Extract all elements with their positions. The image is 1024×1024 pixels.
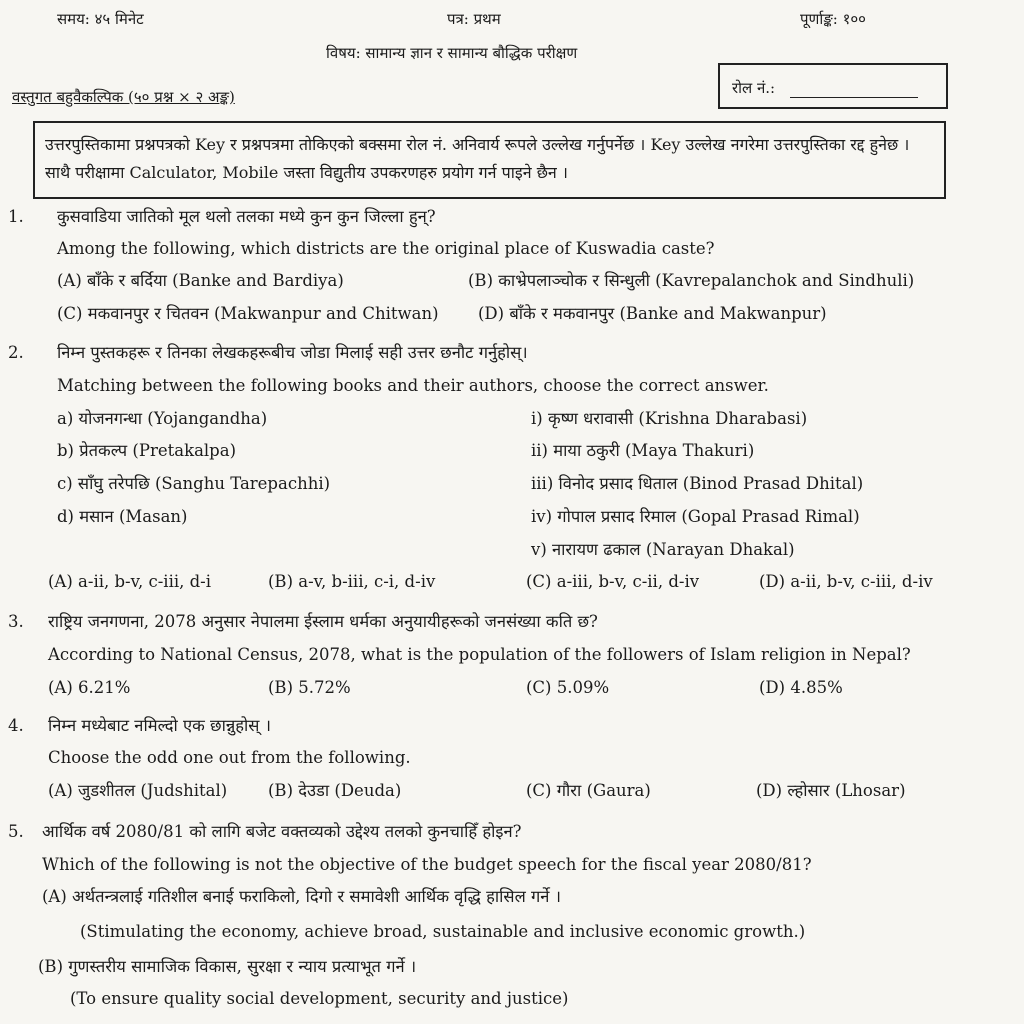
q5-nepali: आर्थिक वर्ष 2080/81 को लागि बजेट वक्तव्यको उद्देश्य तलको कुनचाहिँ होइन?	[42, 822, 522, 841]
q2-option-a: (A) a-ii, b-v, c-iii, d-i	[48, 572, 212, 591]
roll-number-label: रोल नं.:	[732, 79, 776, 97]
q4-nepali: निम्न मध्येबाट नमिल्दो एक छान्नुहोस् ।	[48, 716, 271, 735]
q1-option-d: (D) बाँके र मकवानपुर (Banke and Makwanpur)	[478, 304, 827, 323]
q3-number: 3.	[8, 612, 24, 631]
exam-subject: विषय: सामान्य ज्ञान र सामान्य बौद्धिक परीक्षण	[326, 44, 578, 62]
q3-option-d: (D) 4.85%	[759, 678, 843, 697]
q1-option-c: (C) मकवानपुर र चितवन (Makwanpur and Chitwan)	[57, 304, 439, 323]
q2-author: v) नारायण ढकाल (Narayan Dhakal)	[531, 540, 795, 559]
q5-option-b-nepali: (B) गुणस्तरीय सामाजिक विकास, सुरक्षा र न्याय प्रत्याभूत गर्ने ।	[38, 957, 417, 976]
q2-english: Matching between the following books and their authors, choose the correct answer.	[57, 376, 769, 395]
q4-english: Choose the odd one out from the following.	[48, 748, 411, 767]
roll-number-box[interactable]	[718, 63, 948, 109]
q2-number: 2.	[8, 343, 24, 362]
q1-english: Among the following, which districts are the original place of Kuswadia caste?	[57, 239, 715, 258]
q2-book: c) साँघु तरेपछि (Sanghu Tarepachhi)	[57, 474, 331, 493]
q2-author: iv) गोपाल प्रसाद रिमाल (Gopal Prasad Rimal)	[531, 507, 860, 526]
q3-option-a: (A) 6.21%	[48, 678, 131, 697]
q2-book: b) प्रेतकल्प (Pretakalpa)	[57, 441, 237, 460]
q1-nepali: कुसवाडिया जातिको मूल थलो तलका मध्ये कुन कुन जिल्ला हुन्?	[57, 207, 436, 226]
q2-option-b: (B) a-v, b-iii, c-i, d-iv	[268, 572, 436, 591]
exam-time: समय: ४५ मिनेट	[57, 10, 144, 28]
section-heading: वस्तुगत बहुवैकल्पिक (५० प्रश्न × २ अङ्क)	[12, 88, 235, 106]
q4-number: 4.	[8, 716, 24, 735]
q5-english: Which of the following is not the objective of the budget speech for the fiscal year 2080/81?	[42, 855, 812, 874]
q2-book: a) योजनगन्धा (Yojangandha)	[57, 409, 268, 428]
exam-full-marks: पूर्णाङ्क: १००	[800, 10, 866, 28]
q1-number: 1.	[8, 207, 24, 226]
q3-option-b: (B) 5.72%	[268, 678, 351, 697]
q5-number: 5.	[8, 822, 24, 841]
instructions-box: उत्तरपुस्तिकामा प्रश्नपत्रको Key र प्रश्नपत्रमा तोकिएको बक्समा रोल नं. अनिवार्य रूपले उल्लेख गर्नुपर्नेछ । Key उल्लेख नगरेमा उत्तरपुस्तिका रद्द हुनेछ । साथै परीक्षामा Calculator, Mobile जस्ता विद्युतीय उपकरणहरु प्रयोग गर्न पाइने छैन ।	[33, 121, 946, 199]
exam-paper: पत्र: प्रथम	[447, 10, 501, 28]
q3-english: According to National Census, 2078, what is the population of the followers of Islam religion in Nepal?	[48, 645, 911, 664]
q2-option-c: (C) a-iii, b-v, c-ii, d-iv	[526, 572, 700, 591]
q2-option-d: (D) a-ii, b-v, c-iii, d-iv	[759, 572, 933, 591]
q5-option-a-nepali: (A) अर्थतन्त्रलाई गतिशील बनाई फराकिलो, दिगो र समावेशी आर्थिक वृद्धि हासिल गर्ने ।	[42, 887, 561, 906]
roll-number-blank[interactable]	[790, 97, 918, 98]
q3-option-c: (C) 5.09%	[526, 678, 610, 697]
q1-option-b: (B) काभ्रेपलाञ्चोक र सिन्धुली (Kavrepalanchok and Sindhuli)	[468, 271, 915, 290]
q4-option-b: (B) देउडा (Deuda)	[268, 781, 402, 800]
q4-option-c: (C) गौरा (Gaura)	[526, 781, 651, 800]
q4-option-a: (A) जुडशीतल (Judshital)	[48, 781, 228, 800]
q3-nepali: राष्ट्रिय जनगणना, 2078 अनुसार नेपालमा ईस्लाम धर्मका अनुयायीहरूको जनसंख्या कति छ?	[48, 612, 598, 631]
q5-option-b-english: (To ensure quality social development, security and justice)	[70, 989, 569, 1008]
q2-book: d) मसान (Masan)	[57, 507, 188, 526]
q5-option-a-english: (Stimulating the economy, achieve broad, sustainable and inclusive economic growth.)	[80, 922, 806, 941]
q4-option-d: (D) ल्होसार (Lhosar)	[756, 781, 906, 800]
q2-author: iii) विनोद प्रसाद धिताल (Binod Prasad Dhital)	[531, 474, 864, 493]
q1-option-a: (A) बाँके र बर्दिया (Banke and Bardiya)	[57, 271, 344, 290]
q2-nepali: निम्न पुस्तकहरू र तिनका लेखकहरूबीच जोडा मिलाई सही उत्तर छनौट गर्नुहोस्।	[57, 343, 528, 362]
q2-author: ii) माया ठकुरी (Maya Thakuri)	[531, 441, 755, 460]
q2-author: i) कृष्ण धरावासी (Krishna Dharabasi)	[531, 409, 808, 428]
